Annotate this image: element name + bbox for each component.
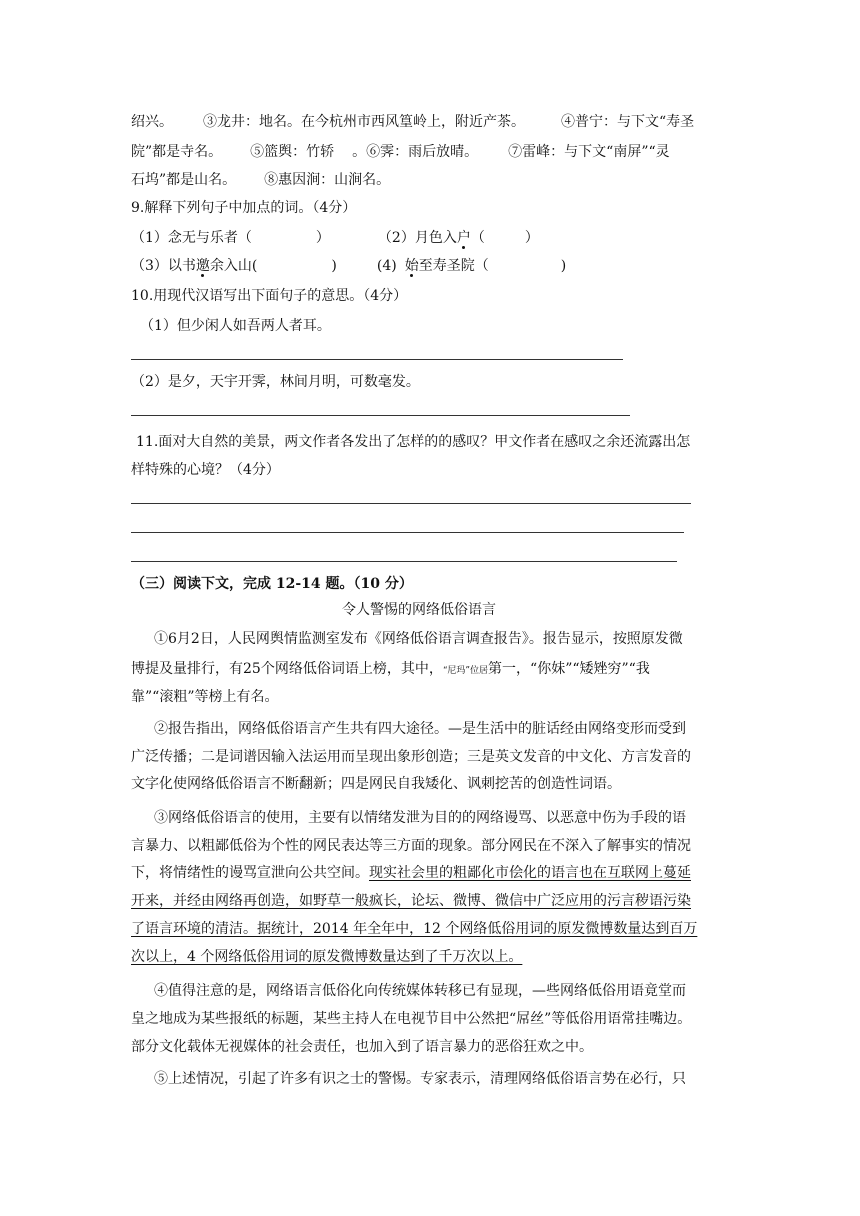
paragraph-1-line: 博提及量排行，有25个网络低俗词语上榜，其中，“尼玛”位居第一，“你妹”“矮矬穷”“我 xyxy=(131,661,650,677)
answer-line[interactable] xyxy=(131,532,684,533)
note-line-1 xyxy=(131,112,694,132)
article-title: 令人警惕的网络低俗语言 xyxy=(342,602,496,618)
q9-row-2: （3）以书邀余入山( ) (4) 始至寿圣院（ ) xyxy=(131,258,567,274)
paragraph-3-line: 言暴力、以粗鄙低俗为个性的网民表达等三方面的现象。部分网民在不深入了解事实的情况 xyxy=(131,838,691,854)
dotted-word: 户 xyxy=(456,230,471,246)
small-term: “尼玛”位居 xyxy=(442,666,489,676)
q9-item-3: （3）以书 xyxy=(131,258,196,274)
note-text: ④普宁：与下文“寿圣 xyxy=(561,114,695,130)
paragraph-3-line: 下，将情绪性的谩骂宣泄向公共空间。现实社会里的粗鄙化市侩化的语言也在互联网上蔓延 xyxy=(131,865,691,881)
section-heading: （三）阅读下文，完成 12-14 题。（10 分） xyxy=(131,576,413,592)
note-line-3 xyxy=(131,170,390,190)
note-text: ③龙井：地名。在今杭州市西风篁岭上，附近产茶。 xyxy=(203,114,525,130)
q11-line-2: 样特殊的心境？（4分） xyxy=(131,462,280,478)
paragraph-2-line: 文字化使网络低俗语言不断翻新；四是网民自我矮化、讽刺挖苦的创造性词语。 xyxy=(131,776,621,792)
paragraph-1-line: ①6月2日，人民网舆情监测室发布《网络低俗语言调查报告》。报告显示，按照原发微 xyxy=(154,631,683,647)
note-text: ⑤篮舆：竹轿 xyxy=(250,144,335,160)
note-line-2 xyxy=(131,142,670,162)
q11-line-1: 11.面对大自然的美景，两文作者各发出了怎样的的感叹？甲文作者在感叹之余还流露出怎 xyxy=(136,434,691,450)
note-text: 院”都是寺名。 xyxy=(131,144,223,160)
paragraph-4-line: 皇之地成为某些报纸的标题，某些主持人在电视节目中公然把“屌丝”等低俗用语常挂嘴边。 xyxy=(131,1011,692,1027)
paragraph-1-line: 靠”“滚粗”等榜上有名。 xyxy=(131,689,279,705)
q9-item-1: （1）念无与乐者（ xyxy=(131,230,252,246)
q10-title: 10.用现代汉语写出下面句子的意思。（4分） xyxy=(131,288,408,304)
note-text: ⑦雷峰：与下文“南屏”“灵 xyxy=(508,144,670,160)
underlined-text: 开来，并经由网络再创造，如野草一般疯长，论坛、微博、微信中广泛应用的污言秽语污染 xyxy=(131,893,691,909)
paragraph-3-line: ③网络低俗语言的使用，主要有以情绪发泄为目的的网络谩骂、以恶意中伤为手段的语 xyxy=(154,810,686,826)
note-text: 。⑥霁：雨后放晴。 xyxy=(352,144,479,160)
q10-sentence-2: （2）是夕，天宇开霁，林间月明，可数毫发。 xyxy=(131,374,420,390)
paragraph-5-line: ⑤上述情况，引起了许多有识之士的警惕。专家表示，清理网络低俗语言势在必行，只 xyxy=(154,1071,686,1087)
q9-title: 9.解释下列句子中加点的词。（4分） xyxy=(131,200,357,216)
paragraph-2-line: 广泛传播；二是词谱因输入法运用而呈现出象形创造；三是英文发音的中文化、方言发音的 xyxy=(131,749,691,765)
answer-line[interactable] xyxy=(131,503,691,504)
dotted-word: 邀 xyxy=(195,258,210,274)
note-text: ⑧惠因涧：山涧名。 xyxy=(264,172,391,188)
answer-line[interactable] xyxy=(131,359,623,360)
note-text: 石坞”都是山名。 xyxy=(131,172,237,188)
answer-line[interactable] xyxy=(131,415,630,416)
paragraph-2-line: ②报告指出，网络低俗语言产生共有四大途径。—是生活中的脏话经由网络变形而受到 xyxy=(154,721,686,737)
paragraph-4-line: 部分文化载体无视媒体的社会责任，也加入到了语言暴力的恶俗狂欢之中。 xyxy=(131,1039,593,1055)
underlined-text: 次以上，4 个网络低俗用词的原发微博数量达到了千万次以上。 xyxy=(131,949,523,965)
note-text: 绍兴。 xyxy=(131,114,173,130)
q9-item-4: (4) xyxy=(376,258,397,274)
paragraph-4-line: ④值得注意的是，网络语言低俗化向传统媒体转移已有显现，—些网络低俗用语竟堂而 xyxy=(154,983,686,999)
q9-row-1: （1）念无与乐者（ ） （2）月色入户（ ） xyxy=(131,230,539,246)
underlined-text: 现实社会里的粗鄙化市侩化的语言也在互联网上蔓延 xyxy=(369,865,691,881)
answer-line[interactable] xyxy=(131,561,677,562)
q10-sentence-1: （1）但少闲人如吾两人者耳。 xyxy=(140,318,331,334)
underlined-text: 了语言环境的清洁。据统计，2014 年全年中，12 个网络低俗用词的原发微博数量达到百万 xyxy=(131,921,698,937)
dotted-word: 始 xyxy=(404,258,419,274)
q9-item-2: （2）月色入 xyxy=(377,230,457,246)
